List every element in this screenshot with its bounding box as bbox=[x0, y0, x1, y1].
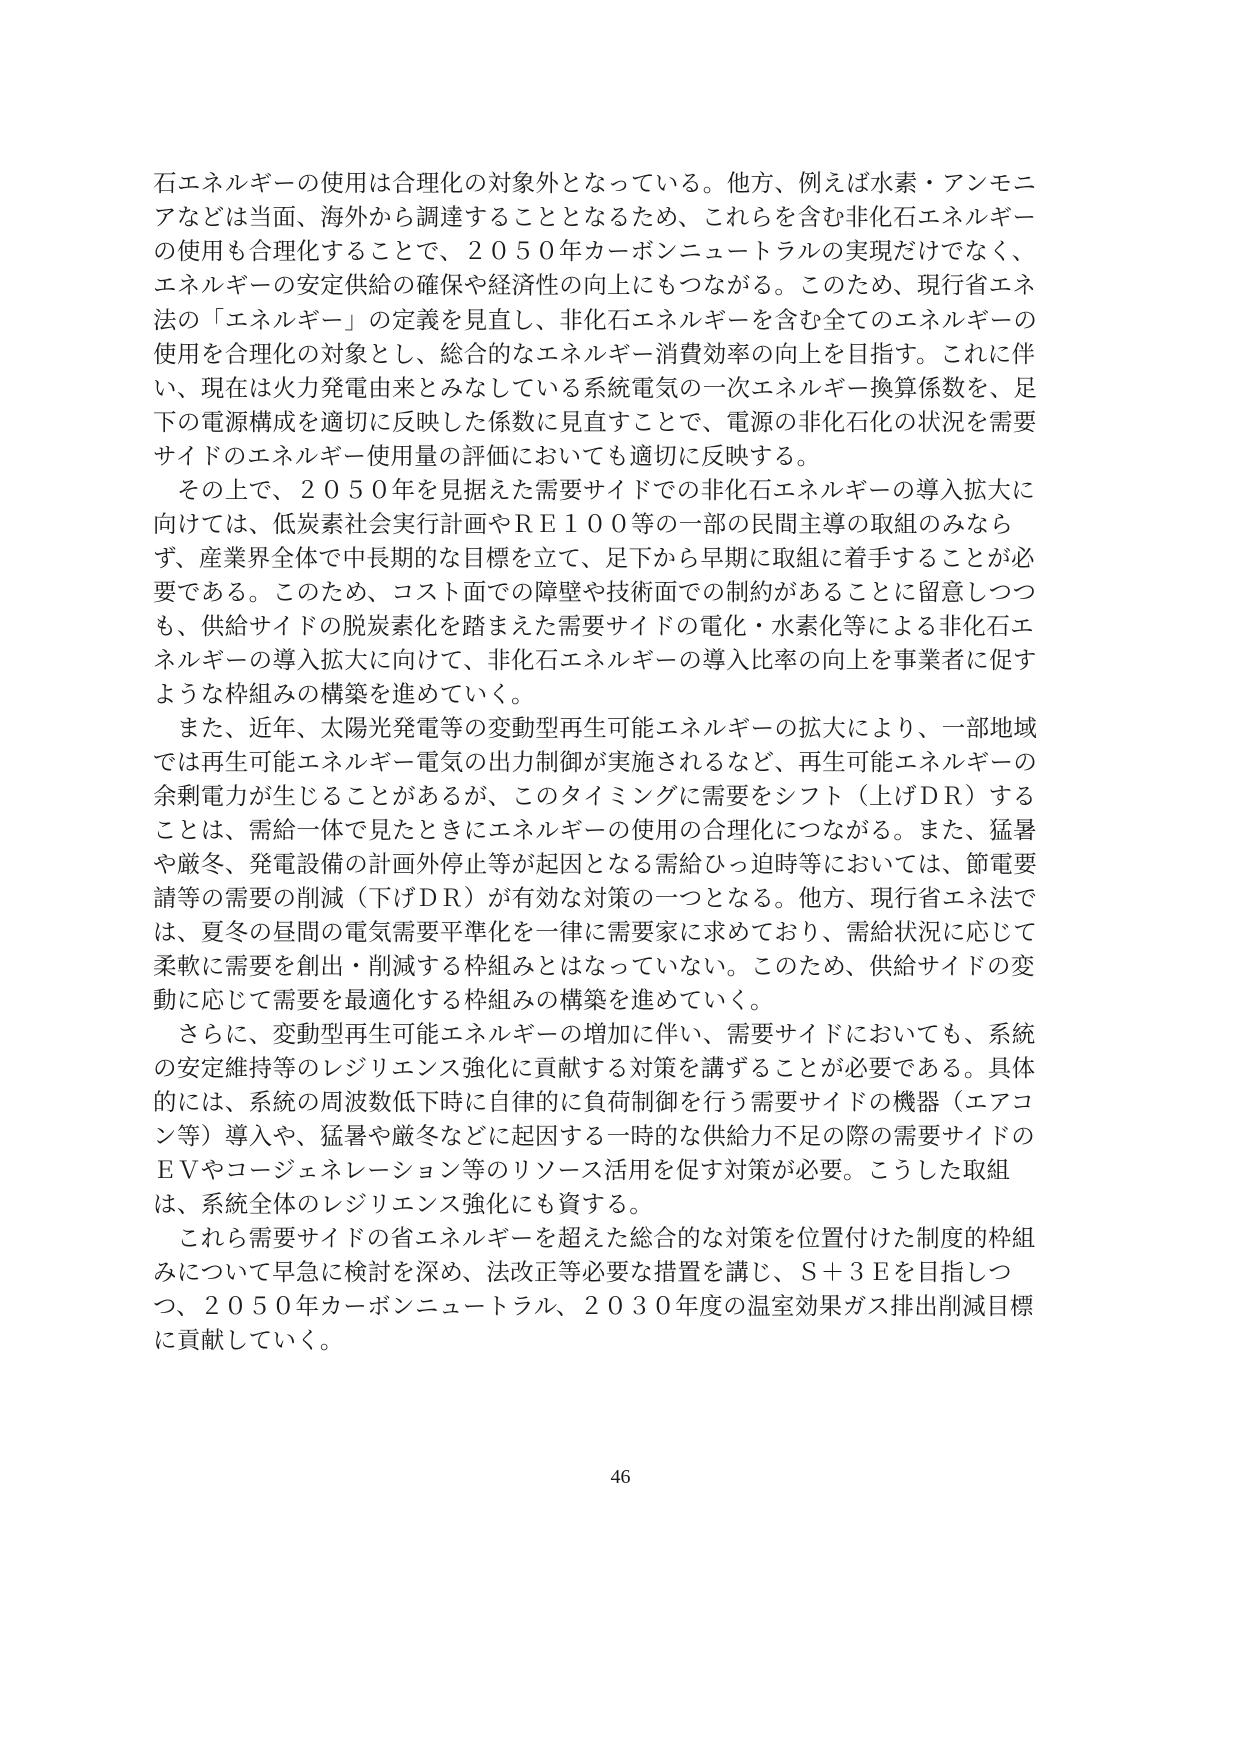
body-text-line: ＥＶやコージェネレーション等のリソース活用を促す対策が必要。こうした取組 bbox=[153, 1156, 1011, 1184]
body-text-line: や厳冬、発電設備の計画外停止等が起因となる需給ひっ迫時等においては、節電要 bbox=[153, 850, 1038, 878]
body-text-line: つ、２０５０年カーボンニュートラル、２０３０年度の温室効果ガス排出削減目標 bbox=[153, 1292, 1034, 1320]
body-text-line: その上で、２０５０年を見据えた需要サイドでの非化石エネルギーの導入拡大に bbox=[153, 476, 1036, 504]
body-text-line: サイドのエネルギー使用量の評価においても適切に反映する。 bbox=[153, 442, 821, 470]
body-text-line: これら需要サイドの省エネルギーを超えた総合的な対策を位置付けた制度的枠組 bbox=[153, 1224, 1036, 1252]
body-text-line: い、現在は火力発電由来とみなしている系統電気の一次エネルギー換算係数を、足 bbox=[153, 374, 1038, 402]
body-text-line: 要である。このため、コスト面での障壁や技術面での制約があることに留意しつつ bbox=[153, 578, 1037, 606]
body-text-line: に貢献していく。 bbox=[153, 1326, 344, 1354]
body-text-line: では再生可能エネルギー電気の出力制御が実施されるなど、再生可能エネルギーの bbox=[153, 748, 1038, 776]
body-text-line: ような枠組みの構築を進めていく。 bbox=[153, 680, 535, 708]
body-text-line: 法の「エネルギー」の定義を見直し、非化石エネルギーを含む全てのエネルギーの bbox=[153, 306, 1038, 334]
body-text-line: 柔軟に需要を創出・削減する枠組みとはなっていない。このため、供給サイドの変 bbox=[153, 952, 1035, 980]
body-text-line: 動に応じて需要を最適化する枠組みの構築を進めていく。 bbox=[153, 986, 774, 1014]
body-text-line: ネルギーの導入拡大に向けて、非化石エネルギーの導入比率の向上を事業者に促す bbox=[153, 646, 1037, 674]
body-text-line: も、供給サイドの脱炭素化を踏まえた需要サイドの電化・水素化等による非化石エ bbox=[153, 612, 1035, 640]
body-text-line: は、系統全体のレジリエンス強化にも資する。 bbox=[153, 1190, 654, 1218]
body-text-line: 石エネルギーの使用は合理化の対象外となっている。他方、例えば水素・アンモニ bbox=[153, 169, 1037, 197]
body-text-line: みについて早急に検討を深め、法改正等必要な措置を講じ、Ｓ＋３Ｅを目指しつ bbox=[153, 1258, 1012, 1286]
body-text-line: は、夏冬の昼間の電気需要平準化を一律に需要家に求めており、需給状況に応じて bbox=[153, 918, 1038, 946]
body-text-line: また、近年、太陽光発電等の変動型再生可能エネルギーの拡大により、一部地域 bbox=[153, 714, 1038, 742]
body-text-line: 的には、系統の周波数低下時に自律的に負荷制御を行う需要サイドの機器（エアコ bbox=[153, 1088, 1035, 1116]
page-number: 46 bbox=[610, 1466, 631, 1488]
body-text-line: 余剰電力が生じることがあるが、このタイミングに需要をシフト（上げＤＲ）する bbox=[153, 782, 1037, 810]
body-text-line: 使用を合理化の対象とし、総合的なエネルギー消費効率の向上を目指す。これに伴 bbox=[153, 340, 1036, 368]
body-text-line: 請等の需要の削減（下げＤＲ）が有効な対策の一つとなる。他方、現行省エネ法で bbox=[153, 884, 1038, 912]
body-text-line: ン等）導入や、猛暑や厳冬などに起因する一時的な供給力不足の際の需要サイドの bbox=[153, 1122, 1036, 1150]
body-text-line: アなどは当面、海外から調達することとなるため、これらを含む非化石エネルギー bbox=[153, 203, 1037, 231]
body-text-line: ことは、需給一体で見たときにエネルギーの使用の合理化につながる。また、猛暑 bbox=[153, 816, 1037, 844]
body-text-line: の使用も合理化することで、２０５０年カーボンニュートラルの実現だけでなく、 bbox=[153, 237, 1036, 265]
body-text-line: 向けては、低炭素社会実行計画やＲＥ１００等の一部の民間主導の取組のみなら bbox=[153, 510, 1014, 538]
body-text-line: ず、産業界全体で中長期的な目標を立て、足下から早期に取組に着手することが必 bbox=[153, 544, 1035, 572]
body-text-line: の安定維持等のレジリエンス強化に貢献する対策を講ずることが必要である。具体 bbox=[153, 1054, 1036, 1082]
body-text-line: 下の電源構成を適切に反映した係数に見直すことで、電源の非化石化の状況を需要 bbox=[153, 408, 1037, 436]
body-text-line: さらに、変動型再生可能エネルギーの増加に伴い、需要サイドにおいても、系統 bbox=[153, 1020, 1036, 1048]
body-text-line: エネルギーの安定供給の確保や経済性の向上にもつながる。このため、現行省エネ bbox=[153, 271, 1037, 299]
